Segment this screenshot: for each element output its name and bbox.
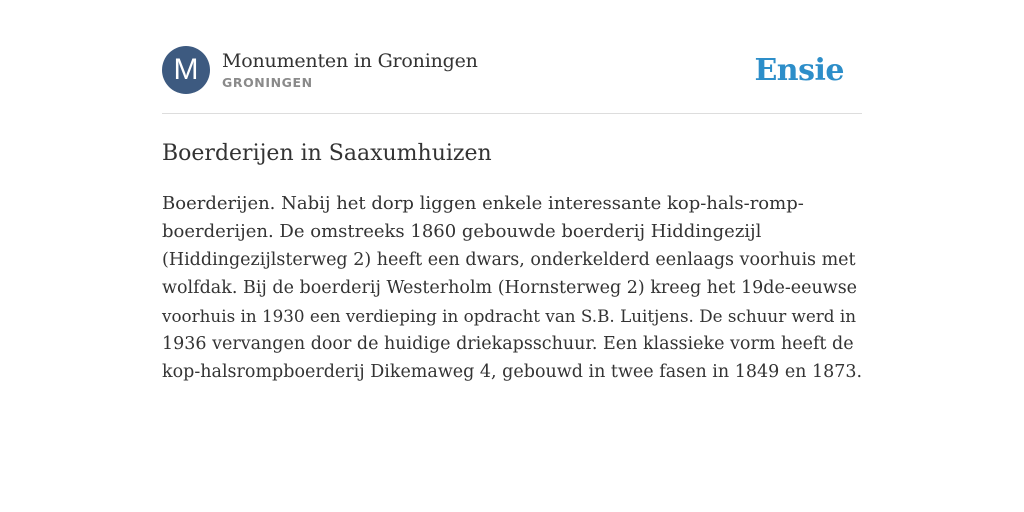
body-line: (Hiddingezijlsterweg 2) heeft een dwars, onderkelderd eenlaags voorhuis met xyxy=(162,250,856,270)
body-line: Boerderijen. Nabij het dorp liggen enkele interessante kop-hals-romp- xyxy=(162,193,804,214)
source-info xyxy=(222,49,478,91)
source-title[interactable]: Monumenten in Groningen xyxy=(222,50,478,72)
brand-logo[interactable]: Ensie xyxy=(754,52,844,88)
body-line: wolfdak. Bij de boerderij Westerholm (Hornsterweg 2) kreeg het 19de-eeuwse xyxy=(162,278,858,298)
body-line: voorhuis in 1930 een verdieping in opdracht van S.B. Luitjens. De schuur werd in xyxy=(162,306,856,326)
page-title: Boerderijen in Saaxumhuizen xyxy=(162,141,492,166)
definition-card xyxy=(162,44,862,386)
body-line: 1936 vervangen door de huidige driekapsschuur. Een klassieke vorm heeft de xyxy=(162,334,854,354)
article-body xyxy=(162,190,862,386)
body-line: boerderijen. De omstreeks 1860 gebouwde boerderij Hiddingezijl xyxy=(162,221,762,242)
source-subtitle[interactable]: GRONINGEN xyxy=(222,75,313,90)
card-header xyxy=(162,44,862,114)
avatar[interactable]: M xyxy=(162,46,210,94)
body-line: kop-halsrompboerderij Dikemaweg 4, gebouwd in twee fasen in 1849 en 1873. xyxy=(162,362,863,382)
